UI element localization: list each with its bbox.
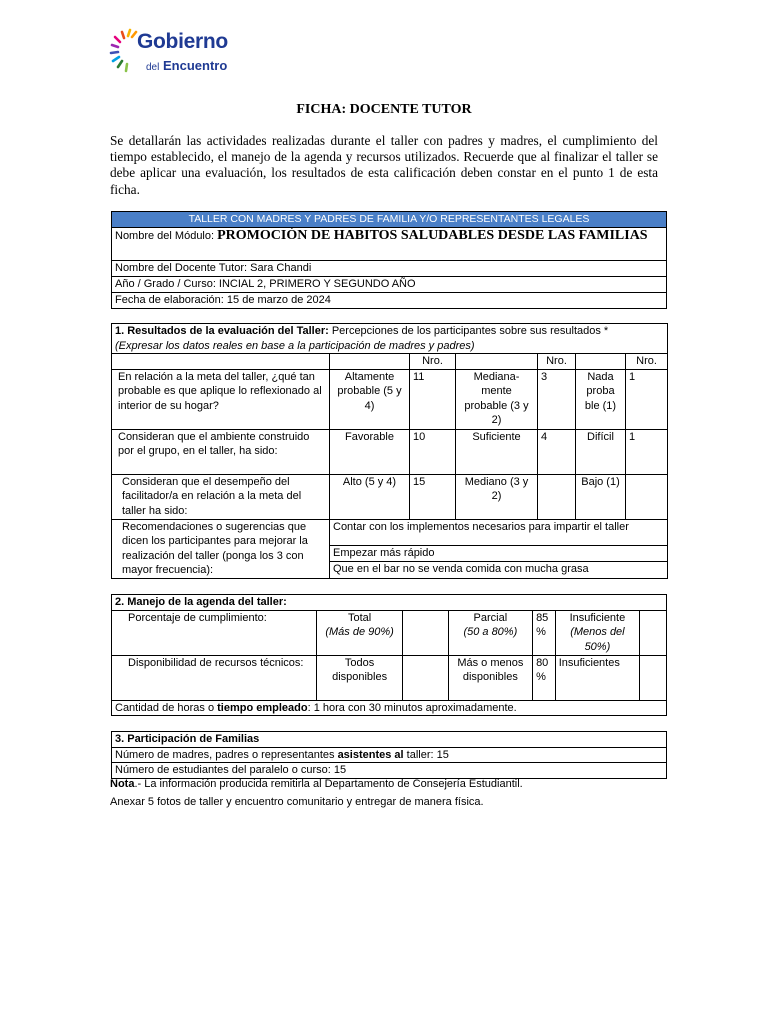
option-insufficient-resources: Insuficientes — [555, 655, 639, 700]
recommendation-item: Contar con los implementos necesarios para impartir el taller — [330, 519, 668, 546]
workshop-info-table — [111, 211, 667, 309]
more-or-less-value: 80 % — [533, 655, 556, 700]
attendees-count: Número de madres, padres o representantes asistentes al taller: 15 — [112, 747, 667, 763]
option-low: Nada proba ble (1) — [576, 369, 626, 429]
module-label: Nombre del Módulo: — [115, 229, 215, 242]
option-partial: Parcial (50 a 80%) — [448, 610, 532, 655]
option-medium: Mediano (3 y 2) — [456, 474, 538, 519]
logo-title: Gobierno — [137, 30, 228, 53]
count-low: 1 — [626, 369, 668, 429]
option-high: Alto (5 y 4) — [330, 474, 410, 519]
page-title: FICHA: DOCENTE TUTOR — [296, 102, 472, 117]
count-high: 15 — [410, 474, 456, 519]
note: Nota.- La información producida remitirla al Departamento de Consejería Estudiantil. — [110, 778, 523, 790]
logo-subtitle: del Encuentro — [146, 58, 228, 73]
count-high: 10 — [410, 429, 456, 474]
nro-header: Nro. — [410, 354, 456, 370]
option-insufficient: Insuficiente (Menos del 50%) — [555, 610, 639, 655]
question-2: Consideran que el ambiente construido por el grupo, en el taller, ha sido: — [112, 429, 330, 474]
count-medium: 3 — [538, 369, 576, 429]
families-title: 3. Participación de Familias — [112, 732, 667, 748]
question-3: Consideran que el desempeño del facilitador/a en relación a la meta del taller ha sido: — [112, 474, 330, 519]
intro-paragraph: Se detallarán las actividades realizadas durante el taller con padres y madres, el cumplimiento del tiempo establecido, el manejo de la agenda y recursos utilizados. Recuerde que al finalizar el taller se debe aplicar una evaluación, los resultados de esta calificación deben constar en el punto 1 de esta ficha. — [110, 133, 658, 197]
question-1: En relación a la meta del taller, ¿qué tan probable es que aplique lo reflexionado al interior de su hogar? — [112, 369, 330, 429]
module-cell — [112, 227, 667, 260]
partial-value: 85 % — [533, 610, 556, 655]
workshop-info-header: TALLER CON MADRES Y PADRES DE FAMILIA Y/O REPRESENTANTES LEGALES — [112, 212, 667, 228]
students-count: Número de estudiantes del paralelo o curso: 15 — [112, 763, 667, 779]
module-value: PROMOCIÓN DE HABITOS SALUDABLES DESDE LAS FAMILIAS — [217, 227, 648, 243]
nro-header: Nro. — [538, 354, 576, 370]
count-high: 11 — [410, 369, 456, 429]
hours-used: Cantidad de horas o tiempo empleado: 1 hora con 30 minutos aproximadamente. — [112, 700, 667, 716]
agenda-table — [111, 594, 667, 716]
results-subtitle: (Expresar los datos reales en base a la participación de madres y padres) — [115, 339, 475, 352]
option-more-or-less: Más o menos disponibles — [448, 655, 532, 700]
families-table — [111, 731, 667, 779]
option-medium: Mediana-mente probable (3 y 2) — [456, 369, 538, 429]
option-low: Bajo (1) — [576, 474, 626, 519]
option-total: Total (Más de 90%) — [316, 610, 402, 655]
count-low: 1 — [626, 429, 668, 474]
results-title: 1. Resultados de la evaluación del Taller: Percepciones de los participantes sobre sus resultados * (Expresar los datos reales en base a la participación de madres y padres) — [112, 324, 668, 354]
grade-course: Año / Grado / Curso: INCIAL 2, PRIMERO Y SEGUNDO AÑO — [112, 276, 667, 292]
count-low — [626, 474, 668, 519]
agenda-title: 2. Manejo de la agenda del taller: — [112, 595, 667, 611]
results-table — [111, 323, 668, 579]
recommendation-item: Empezar más rápido — [330, 546, 668, 562]
tutor-name: Nombre del Docente Tutor: Sara Chandi — [112, 260, 667, 276]
compliance-label: Porcentaje de cumplimiento: — [112, 610, 317, 655]
option-high: Altamente probable (5 y 4) — [330, 369, 410, 429]
count-medium — [538, 474, 576, 519]
annex-note: Anexar 5 fotos de taller y encuentro comunitario y entregar de manera física. — [110, 796, 484, 808]
resources-label: Disponibilidad de recursos técnicos: — [112, 655, 317, 700]
option-low: Difícil — [576, 429, 626, 474]
elaboration-date: Fecha de elaboración: 15 de marzo de 2024 — [112, 292, 667, 308]
option-medium: Suficiente — [456, 429, 538, 474]
recommendation-item: Que en el bar no se venda comida con mucha grasa — [330, 562, 668, 578]
option-all-available: Todos disponibles — [316, 655, 402, 700]
nro-header: Nro. — [626, 354, 668, 370]
count-medium: 4 — [538, 429, 576, 474]
recommendations-label: Recomendaciones o sugerencias que dicen los participantes para mejorar la realización del taller (ponga los 3 con mayor frecuencia): — [112, 519, 330, 578]
option-high: Favorable — [330, 429, 410, 474]
